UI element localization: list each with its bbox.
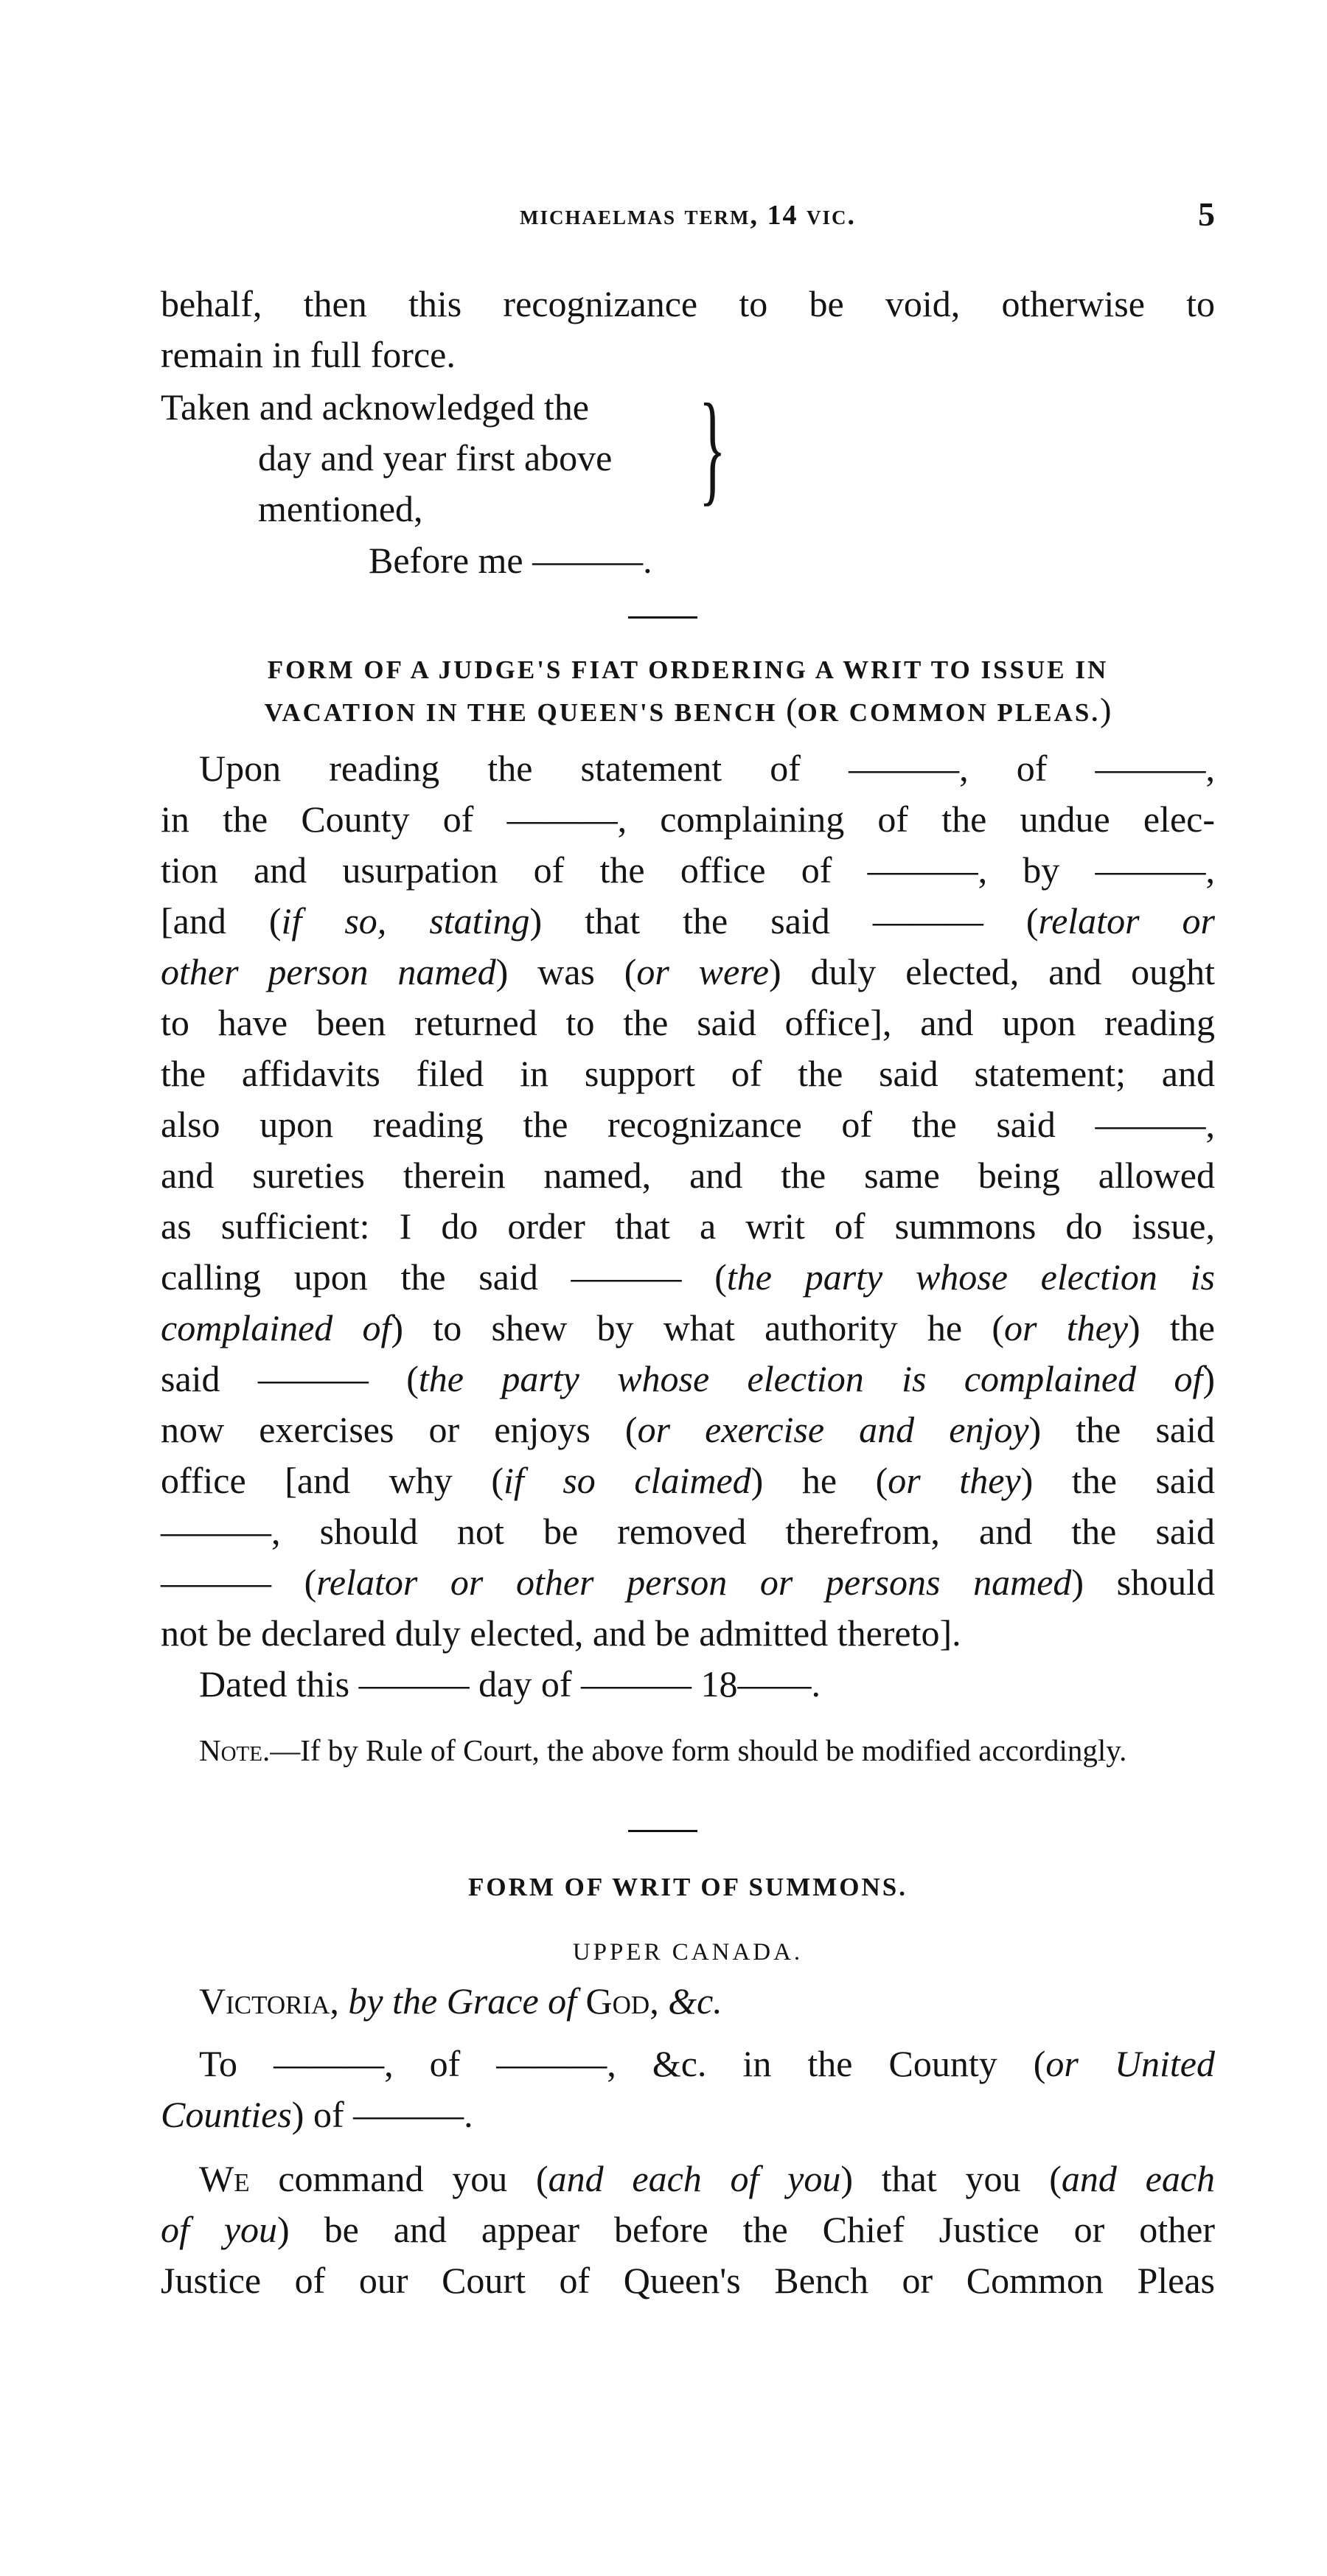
section-rule bbox=[628, 1830, 697, 1832]
fiat-line: to have been returned to the said office], and upon reading bbox=[161, 1002, 1215, 1043]
note-paragraph bbox=[161, 1731, 1215, 1769]
victoria-text: by the Grace of bbox=[338, 1980, 577, 2022]
victoria-name: Victoria, bbox=[199, 1980, 339, 2022]
note-label: Note. bbox=[199, 1733, 271, 1767]
fiat-line: as sufficient: I do order that a writ of summons do issue, bbox=[161, 1205, 1215, 1247]
heading-text: VACATION IN THE QUEEN'S BENCH bbox=[264, 698, 778, 727]
text-line: Taken and acknowledged the bbox=[161, 386, 589, 428]
paren-close: ) bbox=[1100, 691, 1112, 728]
heading-line: FORM OF A JUDGE'S FIAT ORDERING A WRIT TO ISSUE IN bbox=[267, 655, 1109, 684]
victoria-line bbox=[161, 1976, 1215, 2027]
before-me-line: Before me ———. bbox=[369, 540, 652, 581]
note-text: —If by Rule of Court, the above form should be modified accordingly. bbox=[270, 1733, 1127, 1767]
fiat-line: in the County of ———, complaining of the undue elec- bbox=[161, 798, 1215, 840]
upper-canada-heading: UPPER CANADA. bbox=[572, 1939, 804, 1966]
text-line: day and year first above bbox=[258, 437, 613, 478]
command-we: We bbox=[199, 2158, 250, 2199]
command-line: of you) be and appear before the Chief Justice or other bbox=[161, 2209, 1215, 2250]
writ-title: FORM OF WRIT OF SUMMONS. bbox=[467, 1873, 908, 1901]
acknowledgement-block bbox=[161, 382, 612, 535]
to-line: To ———, of ———, &c. in the County (or United bbox=[199, 2043, 1215, 2084]
fiat-line: other person named) was (or were) duly elected, and ought bbox=[161, 951, 1216, 992]
fiat-line: complained of) to shew by what authority he (or they) the bbox=[161, 1307, 1215, 1348]
section-rule bbox=[628, 616, 697, 619]
fiat-line: office [and why (if so claimed) he (or they) the said bbox=[161, 1460, 1216, 1501]
fiat-line: and sureties therein named, and the same being allowed bbox=[161, 1155, 1215, 1196]
command-line: Justice of our Court of Queen's Bench or Common Pleas bbox=[161, 2260, 1215, 2301]
fiat-line: Upon reading the statement of ———, of ———, bbox=[199, 748, 1215, 789]
fiat-line: calling upon the said ——— (the party whose election is bbox=[161, 1256, 1215, 1298]
fiat-line: ——— (relator or other person or persons named) should bbox=[161, 1562, 1215, 1603]
fiat-line: said ——— (the party whose election is complained of) bbox=[161, 1358, 1215, 1399]
paren-text: OR COMMON PLEAS. bbox=[797, 698, 1101, 727]
fiat-line: ———, should not be removed therefrom, and the said bbox=[161, 1511, 1215, 1552]
heading-line bbox=[161, 690, 1215, 733]
paren-open: ( bbox=[786, 691, 798, 728]
fiat-line: tion and usurpation of the office of ———, by ———, bbox=[161, 849, 1215, 891]
running-head bbox=[161, 195, 1215, 243]
brace-glyph: } bbox=[699, 378, 726, 517]
running-head-title: michaelmas term, 14 vic. bbox=[519, 200, 856, 231]
fiat-line: [and (if so, stating) that the said ——— (relator or bbox=[161, 900, 1216, 941]
page-number: 5 bbox=[1198, 195, 1215, 233]
fiat-body bbox=[161, 743, 1215, 1710]
fiat-line: now exercises or enjoys (or exercise and enjoy) the said bbox=[161, 1409, 1216, 1450]
text-line: remain in full force. bbox=[161, 334, 456, 375]
to-line: Counties) of ———. bbox=[161, 2094, 473, 2135]
fiat-note bbox=[161, 1731, 1215, 1769]
fiat-line: also upon reading the recognizance of the said ———, bbox=[161, 1104, 1215, 1145]
god-text: God, bbox=[577, 1980, 659, 2022]
etc-text: &c. bbox=[658, 1980, 722, 2022]
fiat-line: the affidavits filed in support of the said statement; and bbox=[161, 1053, 1215, 1094]
command-line: We command you (and each of you) that you (and each bbox=[199, 2158, 1216, 2199]
text-line: mentioned, bbox=[258, 488, 423, 529]
recognizance-end bbox=[161, 279, 1215, 380]
text-line: behalf, then this recognizance to be void, otherwise to bbox=[161, 283, 1215, 324]
writ-body bbox=[161, 1976, 1215, 2306]
heading-parenthetical bbox=[786, 691, 1111, 728]
fiat-heading bbox=[161, 650, 1215, 733]
fiat-line: not be declared duly elected, and be admitted thereto]. bbox=[161, 1612, 961, 1654]
dated-line: Dated this ——— day of ——— 18——. bbox=[199, 1663, 821, 1705]
